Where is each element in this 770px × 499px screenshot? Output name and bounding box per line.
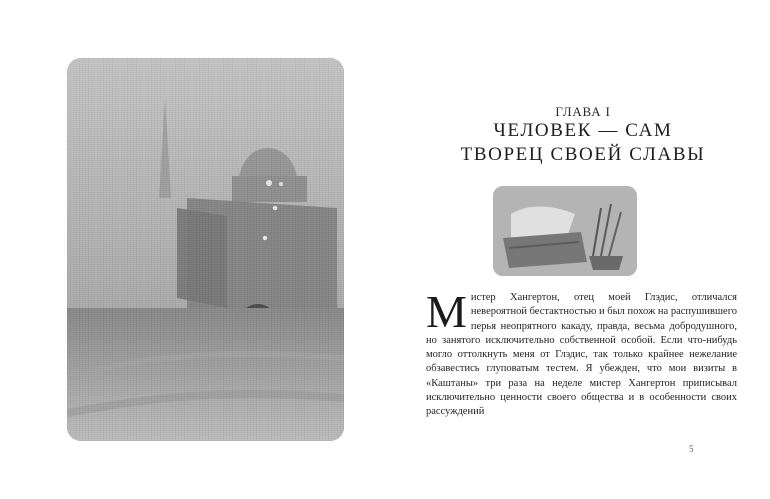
chapter-label: ГЛАВА I (555, 104, 611, 119)
body-paragraph (426, 286, 737, 420)
paragraph-text: истер Хангертон, отец моей Глэдис, отличался невероятной бестактностью и был похож на распушившего перья неопрятного какаду, правда, весьма добродушного, но занятого исключительно собственной особой. Если что-нибудь могло оттолкнуть меня от Глэдис, так только крайнее нежелание обзавестись глуповатым тестем. Я убежден, что мои визиты в «Каштаны» три раза на неделе мистер Хангертон приписывал исключительно ценности своего общества и в особенности своих рассуждений (426, 292, 737, 418)
chapter-body (426, 286, 737, 420)
chapter-title-line: ТВОРЕЦ СВОЕЙ СЛАВЫ (460, 144, 706, 165)
chapter-title (431, 119, 735, 167)
chapter-vignette (493, 186, 637, 276)
illustration (67, 58, 344, 441)
page-number: 5 (689, 444, 694, 454)
drop-cap: М (426, 286, 467, 337)
chapter-title-line: ЧЕЛОВЕК — САМ (493, 120, 673, 141)
